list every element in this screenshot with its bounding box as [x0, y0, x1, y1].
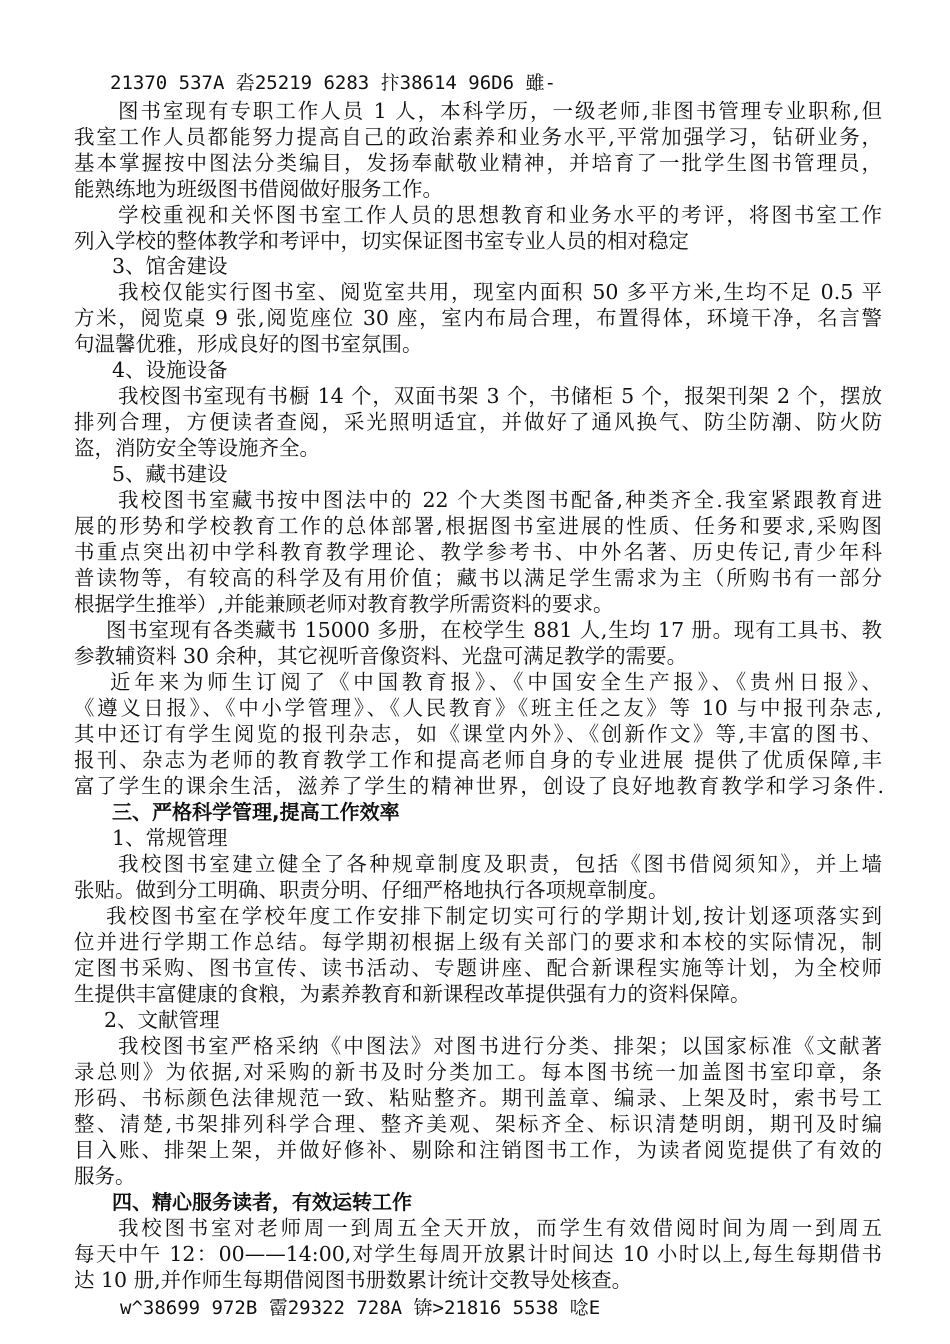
paragraph-line: 录总则》为依据,对采购的新书及时分类加工。每本图书统一加盖图书室印章，条 — [74, 1060, 882, 1084]
paragraph-line: 图书室现有各类藏书 15000 多册，在校学生 881 人,生均 17 册。现有工具书、教 — [106, 618, 882, 642]
paragraph-line: 我校图书室在学校年度工作安排下制定切实可行的学期计划,按计划逐项落实到 — [106, 904, 882, 928]
paragraph-line: 报刊、杂志为老师的教育教学工作和提高老师自身的专业进展 提供了优质保障,丰 — [74, 748, 882, 772]
paragraph-line: 近年来为师生订阅了《中国教育报》、《中国安全生产报》、《贵州日报》、 — [110, 670, 882, 694]
paragraph-line: 达 10 册,并作师生每期借阅图书册数累计统计交教导处核查。 — [74, 1268, 633, 1292]
paragraph-line: 生提供丰富健康的食粮，为素养教育和新课程改革提供强有力的资料保障。 — [74, 982, 751, 1006]
paragraph-line: 位并进行学期工作总结。每学期初根据上级有关部门的要求和本校的实际情况，制 — [74, 930, 882, 954]
chapter-heading: 三、严格科学管理,提高工作效率 — [112, 800, 400, 824]
paragraph-line: 列入学校的整体教学和考评中，切实保证图书室专业人员的相对稳定 — [74, 229, 689, 253]
paragraph-line: 普读物等，有较高的科学及有用价值；藏书以满足学生需求为主（所购书有一部分 — [74, 566, 882, 590]
paragraph-line: 我校仅能实行图书室、阅览室共用，现室内面积 50 多平方米,生均不足 0.5 平 — [118, 280, 882, 304]
paragraph-line: 《遵义日报》、《中小学管理》、《人民教育》《班主任之友》等 10 与中报刊杂志, — [74, 696, 882, 720]
paragraph-line: 盗，消防安全等设施齐全。 — [74, 436, 320, 460]
chapter-heading: 四、精心服务读者，有效运转工作 — [112, 1190, 412, 1214]
paragraph-line: 书重点突出初中学科教育教学理论、教学参考书、中外名著、历史传记,青少年科 — [74, 540, 882, 564]
paragraph-line: 形码、书标颜色法律规范一致、粘贴整齐。期刊盖章、编录、上架及时，索书号工 — [74, 1086, 882, 1110]
paragraph-line: 我校图书室建立健全了各种规章制度及职责，包括《图书借阅须知》，并上墙 — [118, 852, 882, 876]
paragraph-line: 方米，阅览桌 9 张,阅览座位 30 座，室内布局合理，布置得体，环境干净，名言警 — [74, 306, 882, 330]
paragraph-line: 图书室现有专职工作人员 1 人，本科学历，一级老师,非图书管理专业职称,但 — [118, 99, 882, 123]
paragraph-line: 我校图书室严格采纳《中图法》对图书进行分类、排架；以国家标准《文献著 — [118, 1034, 882, 1058]
paragraph-line: 我校图书室对老师周一到周五全天开放，而学生有效借阅时间为周一到周五 — [118, 1216, 882, 1240]
paragraph-line: 张贴。做到分工明确、职责分明、仔细严格地执行各项规章制度。 — [74, 878, 669, 902]
section-heading: 1、常规管理 — [112, 826, 228, 850]
paragraph-line: 参教辅资料 30 余种，其它视听音像资料、光盘可满足教学的需要。 — [74, 644, 688, 668]
paragraph-line: 根据学生推举）,并能兼顾老师对教育教学所需资料的要求。 — [74, 592, 614, 616]
paragraph-line: 我校图书室现有书橱 14 个，双面书架 3 个，书储柜 5 个，报架刊架 2 个，摆放 — [118, 384, 882, 408]
section-heading: 3、馆舍建设 — [112, 254, 228, 278]
section-heading: 4、设施设备 — [112, 358, 228, 382]
section-heading: 5、藏书建设 — [112, 462, 228, 486]
paragraph-line: 定图书采购、图书宣传、读书活动、专题讲座、配合新课程实施等计划，为全校师 — [74, 956, 882, 980]
section-heading: 2、文献管理 — [104, 1008, 220, 1032]
paragraph-line: 能熟练地为班级图书借阅做好服务工作。 — [74, 177, 443, 201]
encoded-header-line: 21370 537A 沯25219 6283 抃38614 96D6 雖- — [110, 72, 556, 94]
paragraph-line: 我室工作人员都能努力提高自己的政治素养和业务水平,平常加强学习，钻研业务， — [74, 125, 882, 149]
paragraph-line: 排列合理，方便读者查阅，采光照明适宜，并做好了通风换气、防尘防潮、防火防 — [74, 410, 882, 434]
paragraph-line: 整、清楚,书架排列科学合理、整齐美观、架标齐全、标识清楚明朗，期刊及时编 — [74, 1112, 882, 1136]
paragraph-line: 我校图书室藏书按中图法中的 22 个大类图书配备,种类齐全.我室紧跟教育进 — [118, 488, 882, 512]
paragraph-line: 目入账、排架上架，并做好修补、剔除和注销图书工作，为读者阅览提供了有效的 — [74, 1138, 882, 1162]
paragraph-line: 基本掌握按中图法分类编目，发扬奉献敬业精神，并培育了一批学生图书管理员， — [74, 151, 882, 175]
paragraph-line: 每天中午 12：00——14:00,对学生每周开放累计时间达 10 小时以上,每生每期借书 — [74, 1242, 882, 1266]
paragraph-line: 富了学生的课余生活，滋养了学生的精神世界，创设了良好地教育教学和学习条件. — [74, 774, 884, 798]
paragraph-line: 服务。 — [74, 1164, 136, 1188]
encoded-footer-line: w^38699 972B 霤29322 728A 锛>21816 5538 唸E — [120, 1297, 601, 1319]
paragraph-line: 其中还订有学生阅览的报刊杂志，如《课堂内外》、《创新作文》等,丰富的图书、 — [74, 722, 882, 746]
paragraph-line: 展的形势和学校教育工作的总体部署,根据图书室进展的性质、任务和要求,采购图 — [74, 514, 882, 538]
paragraph-line: 学校重视和关怀图书室工作人员的思想教育和业务水平的考评，将图书室工作 — [118, 203, 882, 227]
paragraph-line: 句温馨优雅，形成良好的图书室氛围。 — [74, 332, 423, 356]
